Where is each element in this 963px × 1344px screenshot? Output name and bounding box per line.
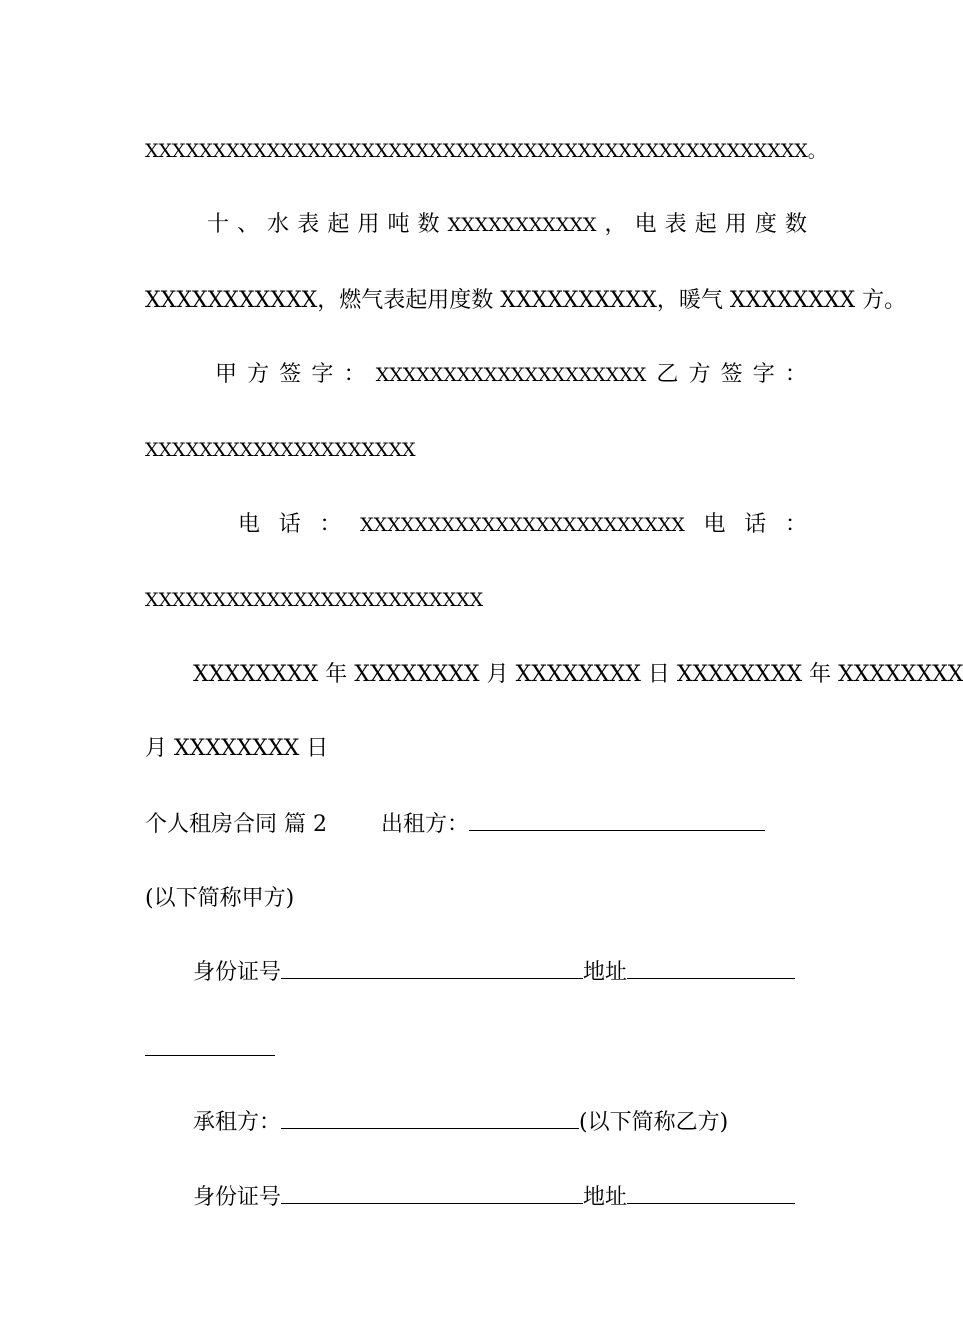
text-seg: 用 [724,212,747,237]
address-blank [627,1181,795,1204]
text-line-3: XXXXXXXXXXX，燃气表起用度数 XXXXXXXXXX，暖气 XXXXXXXX 方。 [145,288,907,313]
section-title: 个人租房合同 篇 2 [145,812,327,837]
text-seg: 乙 [656,362,679,387]
address-blank [627,956,795,979]
text-seg: XXXXXXXXXXXXXXXXXXXX [375,364,647,386]
text-line-2 [207,208,807,242]
text-seg: 、 [237,212,260,237]
text-seg: 吨 [387,212,410,237]
text-seg: 数 [784,212,807,237]
text-line-4 [215,358,807,392]
text-seg: 电 [634,212,657,237]
lessee-blank [281,1106,579,1129]
text-seg: 水 [267,212,290,237]
lessor-id-line [193,956,807,990]
text-seg: XXXXXXXXXXX [447,214,597,236]
text-seg: ： [343,362,366,387]
text-seg: ： [319,512,342,537]
text-seg: 电 [238,512,261,537]
text-seg: 字 [752,362,775,387]
lessee-id-line [193,1181,807,1215]
text-seg: 用 [357,212,380,237]
text-seg: 度 [754,212,777,237]
text-line-8: XXXXXXXX 年 XXXXXXXX 月 XXXXXXXX 日 XXXXXXXX 年 XXXXXXXX [193,662,963,687]
text-line-11: (以下简称甲方) [145,886,295,911]
text-seg: 十 [207,212,230,237]
text-line-6 [238,508,807,542]
section-heading-line [145,808,807,842]
text-seg: 甲 [215,362,238,387]
text-seg: 数 [417,212,440,237]
text-seg: 签 [279,362,302,387]
text-seg: 电 [703,512,726,537]
lessor-label: 出租方： [380,812,469,837]
text-seg: 签 [720,362,743,387]
text-seg: 起 [694,212,717,237]
lessee-line [193,1106,807,1140]
address-blank-continuation [145,1055,275,1056]
text-seg: 字 [311,362,334,387]
text-seg: 话 [744,512,767,537]
text-line-1: XXXXXXXXXXXXXXXXXXXXXXXXXXXXXXXXXXXXXXXXXXXXXXXXX。 [145,140,827,162]
text-seg: 起 [327,212,350,237]
text-seg: 方 [247,362,270,387]
id-label: 身份证号 [193,960,282,985]
lessee-label: 承租方： [193,1110,282,1135]
text-seg: 表 [664,212,687,237]
lessor-blank [469,808,765,831]
text-seg: 表 [297,212,320,237]
text-seg: ： [784,512,807,537]
text-seg: ， [604,212,627,237]
text-line-5: XXXXXXXXXXXXXXXXXXXX [145,439,416,461]
text-seg: XXXXXXXXXXXXXXXXXXXXXXXX [360,514,685,536]
text-seg: 方 [688,362,711,387]
lessee-note: (以下简称乙方) [579,1110,729,1135]
text-line-9: 月 XXXXXXXX 日 [145,736,329,761]
text-seg: ： [784,362,807,387]
id-blank [281,956,583,979]
id-blank [281,1181,583,1204]
address-label: 地址 [583,960,628,985]
text-line-7: XXXXXXXXXXXXXXXXXXXXXXXXX [145,589,484,611]
text-seg: 话 [278,512,301,537]
address-label: 地址 [583,1185,628,1210]
id-label: 身份证号 [193,1185,282,1210]
